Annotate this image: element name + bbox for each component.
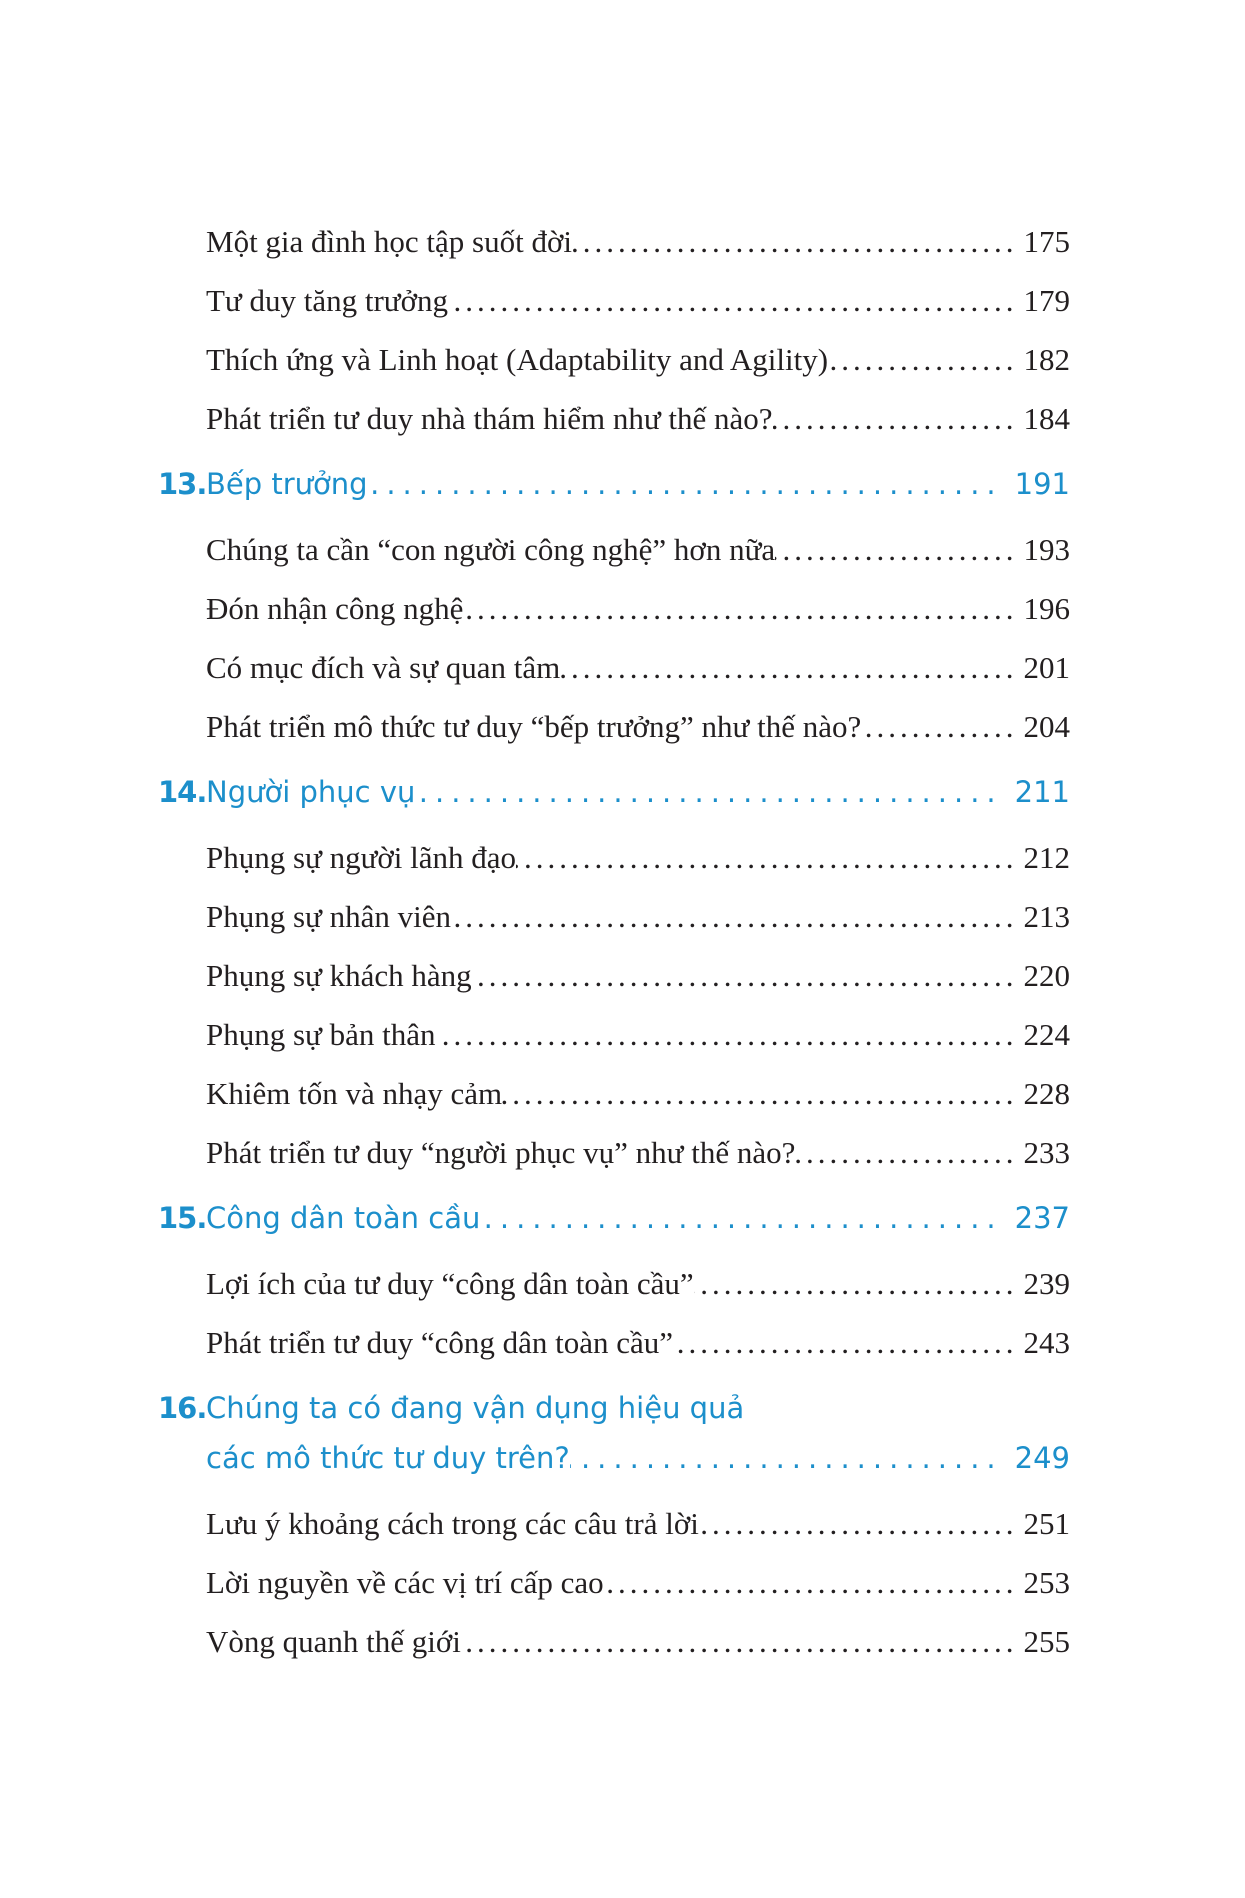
toc-entry-page: 213 <box>1023 899 1070 934</box>
toc-entry-title: Vòng quanh thế giới <box>206 1624 461 1659</box>
toc-entry <box>158 271 1070 330</box>
chapter-page: 249 <box>1014 1441 1070 1475</box>
chapter-title: Bếp trưởng <box>206 467 368 501</box>
chapter-title: Công dân toàn cầu <box>206 1201 481 1235</box>
toc-entry-page: 253 <box>1023 1565 1070 1600</box>
toc-entry <box>158 1553 1070 1612</box>
toc-entry-page: 182 <box>1023 342 1070 377</box>
toc-entry-page: 220 <box>1023 958 1070 993</box>
dot-leader <box>773 389 1024 448</box>
chapter-number: 15. <box>158 1201 207 1235</box>
toc-entry-page: 228 <box>1023 1076 1070 1111</box>
chapter-title-line-2: các mô thức tư duy trên? <box>206 1441 570 1475</box>
toc-entry-title: Phụng sự người lãnh đạo <box>206 840 517 875</box>
toc-entry-page: 239 <box>1023 1266 1070 1301</box>
dot-leader <box>448 271 1024 330</box>
toc-entry-title: Phụng sự nhân viên <box>206 899 451 934</box>
toc-entry-page: 243 <box>1023 1325 1070 1360</box>
toc-entry-page: 224 <box>1023 1017 1070 1052</box>
chapter-heading-line-2 <box>158 1433 1070 1483</box>
toc-entry-title: Có mục đích và sự quan tâm <box>206 650 561 685</box>
toc-entry <box>158 1254 1070 1313</box>
dot-leader <box>828 330 1023 389</box>
toc-entry-title: Phát triển tư duy nhà thám hiểm như thế nào? <box>206 401 773 436</box>
toc-entry-page: 175 <box>1023 224 1070 259</box>
chapter-heading-line-1 <box>158 1383 1070 1433</box>
toc-entry-page: 212 <box>1023 840 1070 875</box>
dot-leader <box>463 579 1023 638</box>
toc-entry-title: Lời nguyền về các vị trí cấp cao <box>206 1565 604 1600</box>
toc-entry-page: 179 <box>1023 283 1070 318</box>
toc-entry <box>158 828 1070 887</box>
toc-entry-title: Chúng ta cần “con người công nghệ” hơn nữa <box>206 532 776 567</box>
chapter-page: 191 <box>1014 467 1070 501</box>
toc-entry <box>158 887 1070 946</box>
dot-leader <box>699 1494 1024 1553</box>
toc-entry-title: Phụng sự khách hàng <box>206 958 472 993</box>
chapter-title: Người phục vụ <box>206 775 416 809</box>
toc-entry-page: 184 <box>1023 401 1070 436</box>
dot-leader <box>570 1433 1009 1483</box>
chapter-number: 16. <box>158 1391 207 1425</box>
chapter-page: 211 <box>1014 775 1070 809</box>
dot-leader <box>472 946 1024 1005</box>
toc-entry-title: Phát triển tư duy “người phục vụ” như thế nào? <box>206 1135 796 1170</box>
toc-entry-title: Phụng sự bản thân <box>206 1017 436 1052</box>
toc-entry-page: 204 <box>1023 709 1070 744</box>
toc-entry-page: 255 <box>1023 1624 1070 1659</box>
table-of-contents <box>158 212 1070 1671</box>
toc-entry <box>158 212 1070 271</box>
toc-entry <box>158 330 1070 389</box>
toc-entry-page: 201 <box>1023 650 1070 685</box>
dot-leader <box>673 1313 1023 1372</box>
dot-leader <box>795 1123 1023 1182</box>
toc-entry-title: Tư duy tăng trưởng <box>206 283 448 318</box>
dot-leader <box>436 1005 1024 1064</box>
chapter-number: 13. <box>158 467 207 501</box>
toc-entry <box>158 1612 1070 1671</box>
dot-leader <box>516 828 1023 887</box>
toc-entry-page: 251 <box>1023 1506 1070 1541</box>
chapter-heading-14 <box>158 767 1070 817</box>
toc-entry <box>158 946 1070 1005</box>
toc-entry-page: 193 <box>1023 532 1070 567</box>
chapter-number: 14. <box>158 775 207 809</box>
dot-leader <box>572 212 1024 271</box>
toc-entry-title: Phát triển tư duy “công dân toàn cầu” <box>206 1325 674 1360</box>
dot-leader <box>461 1612 1024 1671</box>
toc-entry-title: Khiêm tốn và nhạy cảm <box>206 1076 503 1111</box>
chapter-page: 237 <box>1014 1201 1070 1235</box>
dot-leader <box>560 638 1023 697</box>
chapter-heading-15 <box>158 1193 1070 1243</box>
toc-entry <box>158 1064 1070 1123</box>
toc-entry-title: Một gia đình học tập suốt đời <box>206 224 572 259</box>
dot-leader <box>415 767 1008 817</box>
toc-entry-title: Phát triển mô thức tư duy “bếp trưởng” như thế nào? <box>206 709 862 744</box>
toc-entry-page: 196 <box>1023 591 1070 626</box>
toc-entry-title: Lưu ý khoảng cách trong các câu trả lời <box>206 1506 699 1541</box>
dot-leader <box>480 1193 1008 1243</box>
chapter-heading-13 <box>158 459 1070 509</box>
toc-entry <box>158 697 1070 756</box>
toc-entry <box>158 520 1070 579</box>
toc-entry <box>158 579 1070 638</box>
dot-leader <box>861 697 1023 756</box>
toc-entry <box>158 1494 1070 1553</box>
toc-entry <box>158 1123 1070 1182</box>
toc-entry-title: Lợi ích của tư duy “công dân toàn cầu” <box>206 1266 694 1301</box>
dot-leader <box>775 520 1023 579</box>
toc-entry-page: 233 <box>1023 1135 1070 1170</box>
toc-entry-title: Thích ứng và Linh hoạt (Adaptability and Agility) <box>206 342 829 377</box>
chapter-heading-16 <box>158 1383 1070 1483</box>
toc-entry <box>158 1313 1070 1372</box>
toc-entry <box>158 638 1070 697</box>
toc-entry <box>158 389 1070 448</box>
dot-leader <box>604 1553 1024 1612</box>
dot-leader <box>502 1064 1023 1123</box>
chapter-title-line-1: Chúng ta có đang vận dụng hiệu quả <box>206 1391 745 1425</box>
toc-entry-title: Đón nhận công nghệ <box>206 591 464 626</box>
toc-entry <box>158 1005 1070 1064</box>
dot-leader <box>451 887 1024 946</box>
dot-leader <box>694 1254 1024 1313</box>
dot-leader <box>368 459 1009 509</box>
